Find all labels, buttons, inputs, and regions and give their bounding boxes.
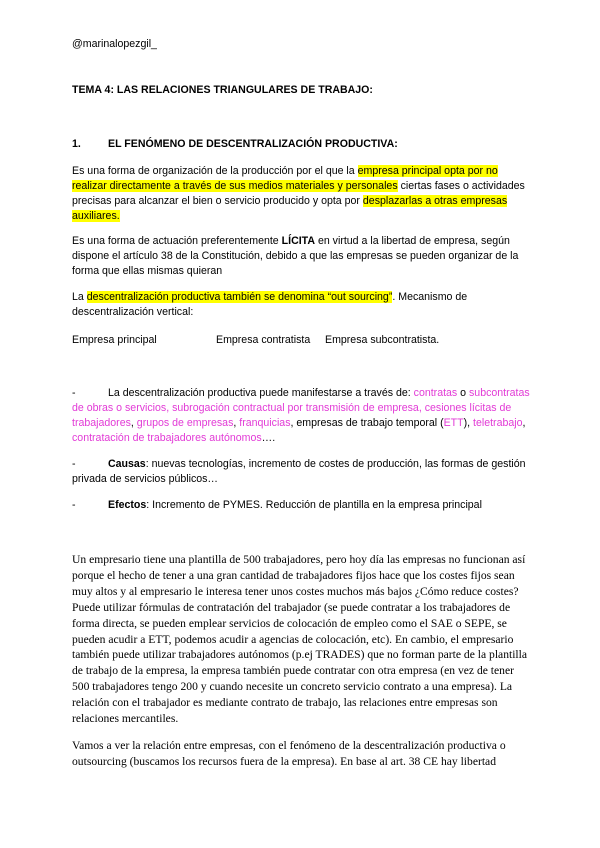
chain-principal: Empresa principal [72, 334, 157, 346]
pink-run: contratación de trabajadores autónomos [72, 432, 262, 444]
text-run: . Mecanismo de descentralización vertical: [72, 291, 468, 318]
pink-run: franquicias [239, 417, 291, 429]
highlight-run: descentralización productiva también se denomina “out sourcing” [86, 291, 393, 303]
pink-run: ETT [443, 417, 464, 429]
text-run: Es una forma de organización de la producción por el que la [72, 165, 358, 177]
text-run: Es una forma de actuación preferentemente [72, 235, 282, 247]
text-run: : nuevas tecnologías, incremento de costes de producción, las formas de gestión privada de servicios públicos… [72, 458, 526, 485]
pink-run: contratas [413, 387, 458, 399]
text-run: ), [463, 417, 474, 429]
text-run: o [457, 387, 469, 399]
bold-run: Efectos [108, 499, 147, 511]
chain-contratista: Empresa contratista [216, 334, 311, 346]
text-run: , [233, 417, 240, 429]
chain-subcontratista: Empresa subcontratista. [325, 334, 440, 346]
text-run: La descentralización productiva puede manifestarse a través de: [108, 387, 414, 399]
bold-run: Causas [108, 458, 146, 470]
author-handle: @marinalopezgil_ [72, 38, 157, 50]
paragraph-licita [72, 234, 532, 279]
bold-run: LÍCITA [281, 235, 315, 247]
highlight-run: desplazarlas a otras empresas auxiliares. [72, 195, 508, 222]
bullet-manifestations [72, 386, 532, 446]
text-run: , empresas de trabajo temporal ( [290, 417, 444, 429]
text-run: en virtud a la libertad de empresa, según dispone el artículo 38 de la Constitución, debido a que las empresas se pueden organizar de la forma que ellas mismas quieran [72, 235, 519, 277]
bullet-dash: - [72, 458, 76, 470]
paragraph-outsourcing [72, 290, 532, 320]
pink-run: subcontratas de obras o servicios, subrogación contractual por transmisión de empresa, cesiones lícitas de trabajadores [72, 387, 530, 429]
text-run: ciertas fases o actividades precisas para alcanzar el bien o servicio producido y opta por [72, 180, 525, 207]
notes-paragraph-1: Un empresario tiene una plantilla de 500 trabajadores, pero hoy día las empresas no funcionan así porque el hecho de tener a una gran cantidad de trabajadores fijos hace que los costes fijos sean muy altos y al empresario le interesa tener unos costes muchos más bajos ¿Cómo reduce costes? Puede utilizar fórmulas de contratación del trabajador (se puede contratar a los trabajadores de forma directa, se pueden emplear servicios de colocación de empleo como el SAE o SEPE, se pueden acudir a ETT, podemos acudir a agencias de colocación, etc). En cambio, el empresario también puede utilizar trabajadores autónomos (p.ej TRADES) que no forman parte de la plantilla de trabajo de la empresa, la empresa también puede contratar con otra empresa (en vez de tener 500 trabajadores tengo 200 y cuando necesite un concreto servicio contrato a una empresa). La relación con el trabajador es mediante contrato de trabajo, las relaciones entre empresas son relaciones mercantiles. [72, 553, 528, 726]
pink-run: grupos de empresas [136, 417, 234, 429]
section-title: EL FENÓMENO DE DESCENTRALIZACIÓN PRODUCTIVA: [108, 138, 398, 150]
text-run: , [130, 417, 137, 429]
paragraph-definition [72, 164, 532, 224]
text-run: …. [261, 432, 276, 444]
bullet-dash: - [72, 387, 76, 399]
bullet-efectos [72, 498, 532, 513]
text-run: La [72, 291, 87, 303]
bullet-causas [72, 457, 532, 487]
pink-run: teletrabajo [473, 417, 523, 429]
text-run: , [522, 417, 526, 429]
text-run: : Incremento de PYMES. Reducción de plantilla en la empresa principal [146, 499, 482, 511]
bullet-dash: - [72, 499, 76, 511]
topic-title: TEMA 4: LAS RELACIONES TRIANGULARES DE TRABAJO: [72, 84, 373, 96]
section-number: 1. [72, 138, 81, 150]
highlight-run: empresa principal opta por no realizar directamente a través de sus medios materiales y personales [72, 165, 498, 192]
notes-paragraph-2: Vamos a ver la relación entre empresas, con el fenómeno de la descentralización productiva o outsourcing (buscamos los recursos fuera de la empresa). En base al art. 38 CE hay libertad [72, 739, 506, 768]
